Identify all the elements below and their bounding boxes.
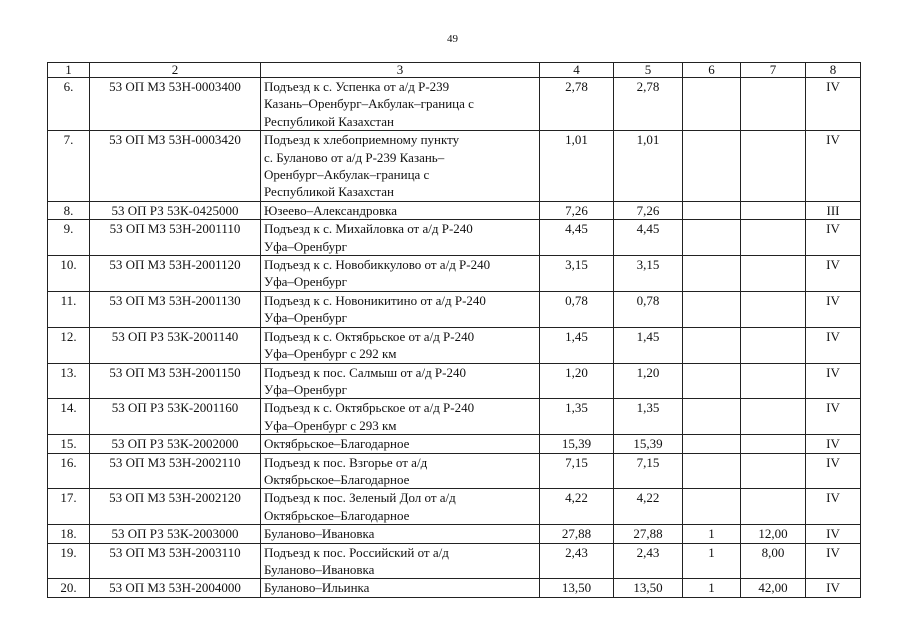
table-row (48, 291, 861, 327)
column-7-cell (741, 435, 806, 453)
column-7-cell: 12,00 (741, 525, 806, 543)
table-row (48, 525, 861, 543)
table-row (48, 399, 861, 435)
row-number-cell: 12. (48, 327, 90, 363)
length-surface-cell: 1,20 (614, 363, 683, 399)
header-cell-5: 5 (614, 63, 683, 78)
table-row (48, 256, 861, 292)
header-cell-1: 1 (48, 63, 90, 78)
length-surface-cell: 4,45 (614, 220, 683, 256)
road-name-cell (261, 291, 540, 327)
road-code-cell: 53 ОП МЗ 53Н-0003420 (90, 131, 261, 202)
header-cell-3: 3 (261, 63, 540, 78)
category-cell: IV (806, 543, 861, 579)
table-row (48, 543, 861, 579)
road-name-cell (261, 363, 540, 399)
table-row (48, 579, 861, 597)
road-name-line: Подъезд к с. Новобиккулово от а/д Р-240 (264, 257, 491, 273)
road-name-cell (261, 453, 540, 489)
length-total-cell: 2,78 (540, 78, 614, 131)
row-number-cell: 20. (48, 579, 90, 597)
length-surface-cell: 13,50 (614, 579, 683, 597)
road-code-cell: 53 ОП МЗ 53Н-2002110 (90, 453, 261, 489)
header-cell-4: 4 (540, 63, 614, 78)
road-name-line: Подъезд к пос. Зеленый Дол от а/д (264, 490, 456, 506)
road-name-cell (261, 131, 540, 202)
column-6-cell (683, 201, 741, 219)
table-row (48, 453, 861, 489)
length-surface-cell: 15,39 (614, 435, 683, 453)
category-cell: IV (806, 291, 861, 327)
row-number-cell: 9. (48, 220, 90, 256)
row-number-cell: 19. (48, 543, 90, 579)
column-7-cell (741, 291, 806, 327)
column-6-cell (683, 489, 741, 525)
row-number-cell: 15. (48, 435, 90, 453)
page-number: 49 (447, 33, 458, 45)
header-cell-2: 2 (90, 63, 261, 78)
category-cell: IV (806, 525, 861, 543)
length-total-cell: 7,15 (540, 453, 614, 489)
table-row (48, 131, 861, 202)
category-cell: IV (806, 435, 861, 453)
length-surface-cell: 0,78 (614, 291, 683, 327)
column-7-cell (741, 453, 806, 489)
length-surface-cell: 2,78 (614, 78, 683, 131)
road-name-cell (261, 489, 540, 525)
column-6-cell (683, 435, 741, 453)
road-name-line: Подъезд к пос. Взгорье от а/д (264, 454, 428, 470)
road-name-line: Уфа–Оренбург с 293 км (264, 417, 397, 433)
length-total-cell: 1,20 (540, 363, 614, 399)
road-name-cell (261, 256, 540, 292)
road-name-line: Подъезд к с. Октябрьское от а/д Р-240 (264, 328, 475, 344)
length-surface-cell: 1,45 (614, 327, 683, 363)
road-name-line: Республикой Казахстан (264, 184, 394, 200)
category-cell: III (806, 201, 861, 219)
category-cell: IV (806, 256, 861, 292)
length-total-cell: 1,01 (540, 131, 614, 202)
column-7-cell (741, 399, 806, 435)
category-cell: IV (806, 363, 861, 399)
category-cell: IV (806, 131, 861, 202)
row-number-cell: 16. (48, 453, 90, 489)
column-6-cell (683, 256, 741, 292)
road-code-cell: 53 ОП РЗ 53К-2002000 (90, 435, 261, 453)
column-6-cell (683, 291, 741, 327)
column-6-cell (683, 363, 741, 399)
length-total-cell: 4,22 (540, 489, 614, 525)
road-name-line: Буланово–Ильинка (264, 580, 370, 596)
length-total-cell: 4,45 (540, 220, 614, 256)
road-code-cell: 53 ОП РЗ 53К-2003000 (90, 525, 261, 543)
column-7-cell (741, 220, 806, 256)
category-cell: IV (806, 327, 861, 363)
column-6-cell (683, 327, 741, 363)
road-name-cell (261, 543, 540, 579)
table-row (48, 201, 861, 219)
road-code-cell: 53 ОП МЗ 53Н-2001120 (90, 256, 261, 292)
row-number-cell: 10. (48, 256, 90, 292)
column-7-cell (741, 489, 806, 525)
length-surface-cell: 1,01 (614, 131, 683, 202)
road-name-line: Октябрьское–Благодарное (264, 436, 410, 452)
road-name-line: Октябрьское–Благодарное (264, 471, 410, 487)
header-cell-8: 8 (806, 63, 861, 78)
road-name-line: Подъезд к с. Успенка от а/д Р-239 (264, 79, 450, 94)
category-cell: IV (806, 399, 861, 435)
row-number-cell: 17. (48, 489, 90, 525)
road-name-line: Уфа–Оренбург (264, 381, 347, 397)
road-name-line: Буланово–Ивановка (264, 526, 375, 542)
table-row (48, 435, 861, 453)
column-6-cell (683, 220, 741, 256)
length-surface-cell: 27,88 (614, 525, 683, 543)
road-name-line: Уфа–Оренбург (264, 274, 347, 290)
table-row (48, 489, 861, 525)
header-cell-6: 6 (683, 63, 741, 78)
road-name-line: Юзеево–Александровка (264, 202, 398, 218)
road-code-cell: 53 ОП МЗ 53Н-2003110 (90, 543, 261, 579)
column-6-cell: 1 (683, 525, 741, 543)
length-surface-cell: 7,15 (614, 453, 683, 489)
column-7-cell (741, 201, 806, 219)
road-name-line: Уфа–Оренбург (264, 310, 347, 326)
road-name-cell (261, 435, 540, 453)
road-code-cell: 53 ОП МЗ 53Н-2001150 (90, 363, 261, 399)
column-6-cell: 1 (683, 579, 741, 597)
row-number-cell: 13. (48, 363, 90, 399)
road-code-cell: 53 ОП МЗ 53Н-0003400 (90, 78, 261, 131)
table-row (48, 78, 861, 131)
row-number-cell: 7. (48, 131, 90, 202)
length-total-cell: 0,78 (540, 291, 614, 327)
road-code-cell: 53 ОП МЗ 53Н-2001110 (90, 220, 261, 256)
length-total-cell: 27,88 (540, 525, 614, 543)
column-7-cell (741, 78, 806, 131)
road-name-line: Уфа–Оренбург с 292 км (264, 346, 397, 362)
length-surface-cell: 2,43 (614, 543, 683, 579)
length-surface-cell: 7,26 (614, 201, 683, 219)
road-code-cell: 53 ОП РЗ 53К-2001160 (90, 399, 261, 435)
road-name-line: Подъезд к пос. Российский от а/д (264, 544, 449, 560)
road-name-line: Подъезд к с. Октябрьское от а/д Р-240 (264, 400, 475, 416)
road-name-line: Подъезд к хлебоприемному пункту (264, 132, 460, 148)
category-cell: IV (806, 489, 861, 525)
column-6-cell (683, 131, 741, 202)
column-7-cell: 42,00 (741, 579, 806, 597)
road-name-line: Республикой Казахстан (264, 113, 394, 129)
road-name-line: Подъезд к пос. Салмыш от а/д Р-240 (264, 364, 466, 380)
category-cell: IV (806, 78, 861, 131)
road-name-cell (261, 579, 540, 597)
category-cell: IV (806, 453, 861, 489)
length-total-cell: 15,39 (540, 435, 614, 453)
length-total-cell: 1,45 (540, 327, 614, 363)
road-code-cell: 53 ОП МЗ 53Н-2001130 (90, 291, 261, 327)
table-header-row (48, 63, 861, 78)
road-name-cell (261, 78, 540, 131)
road-name-cell (261, 525, 540, 543)
length-total-cell: 2,43 (540, 543, 614, 579)
roads-table (47, 62, 861, 598)
road-name-line: Буланово–Ивановка (264, 561, 375, 577)
length-total-cell: 13,50 (540, 579, 614, 597)
road-name-cell (261, 201, 540, 219)
road-name-line: Казань–Оренбург–Акбулак–граница с (264, 96, 474, 112)
length-total-cell: 1,35 (540, 399, 614, 435)
road-code-cell: 53 ОП РЗ 53К-2001140 (90, 327, 261, 363)
road-name-cell (261, 220, 540, 256)
category-cell: IV (806, 579, 861, 597)
table-row (48, 327, 861, 363)
table-row (48, 363, 861, 399)
road-name-cell (261, 327, 540, 363)
length-surface-cell: 3,15 (614, 256, 683, 292)
row-number-cell: 14. (48, 399, 90, 435)
length-surface-cell: 4,22 (614, 489, 683, 525)
road-name-line: с. Буланово от а/д Р-239 Казань– (264, 149, 445, 165)
column-7-cell (741, 327, 806, 363)
header-cell-7: 7 (741, 63, 806, 78)
column-7-cell (741, 363, 806, 399)
column-7-cell (741, 131, 806, 202)
row-number-cell: 11. (48, 291, 90, 327)
column-6-cell (683, 399, 741, 435)
length-total-cell: 3,15 (540, 256, 614, 292)
road-name-line: Подъезд к с. Новоникитино от а/д Р-240 (264, 292, 486, 308)
category-cell: IV (806, 220, 861, 256)
length-surface-cell: 1,35 (614, 399, 683, 435)
row-number-cell: 8. (48, 201, 90, 219)
column-6-cell (683, 453, 741, 489)
road-name-line: Оренбург–Акбулак–граница с (264, 167, 430, 183)
table-row (48, 220, 861, 256)
column-6-cell (683, 78, 741, 131)
road-name-line: Уфа–Оренбург (264, 238, 347, 254)
row-number-cell: 6. (48, 78, 90, 131)
road-code-cell: 53 ОП РЗ 53К-0425000 (90, 201, 261, 219)
road-name-line: Подъезд к с. Михайловка от а/д Р-240 (264, 221, 473, 237)
road-name-line: Октябрьское–Благодарное (264, 507, 410, 523)
road-code-cell: 53 ОП МЗ 53Н-2004000 (90, 579, 261, 597)
table-body (48, 78, 861, 598)
column-7-cell: 8,00 (741, 543, 806, 579)
column-6-cell: 1 (683, 543, 741, 579)
column-7-cell (741, 256, 806, 292)
road-code-cell: 53 ОП МЗ 53Н-2002120 (90, 489, 261, 525)
row-number-cell: 18. (48, 525, 90, 543)
length-total-cell: 7,26 (540, 201, 614, 219)
road-name-cell (261, 399, 540, 435)
